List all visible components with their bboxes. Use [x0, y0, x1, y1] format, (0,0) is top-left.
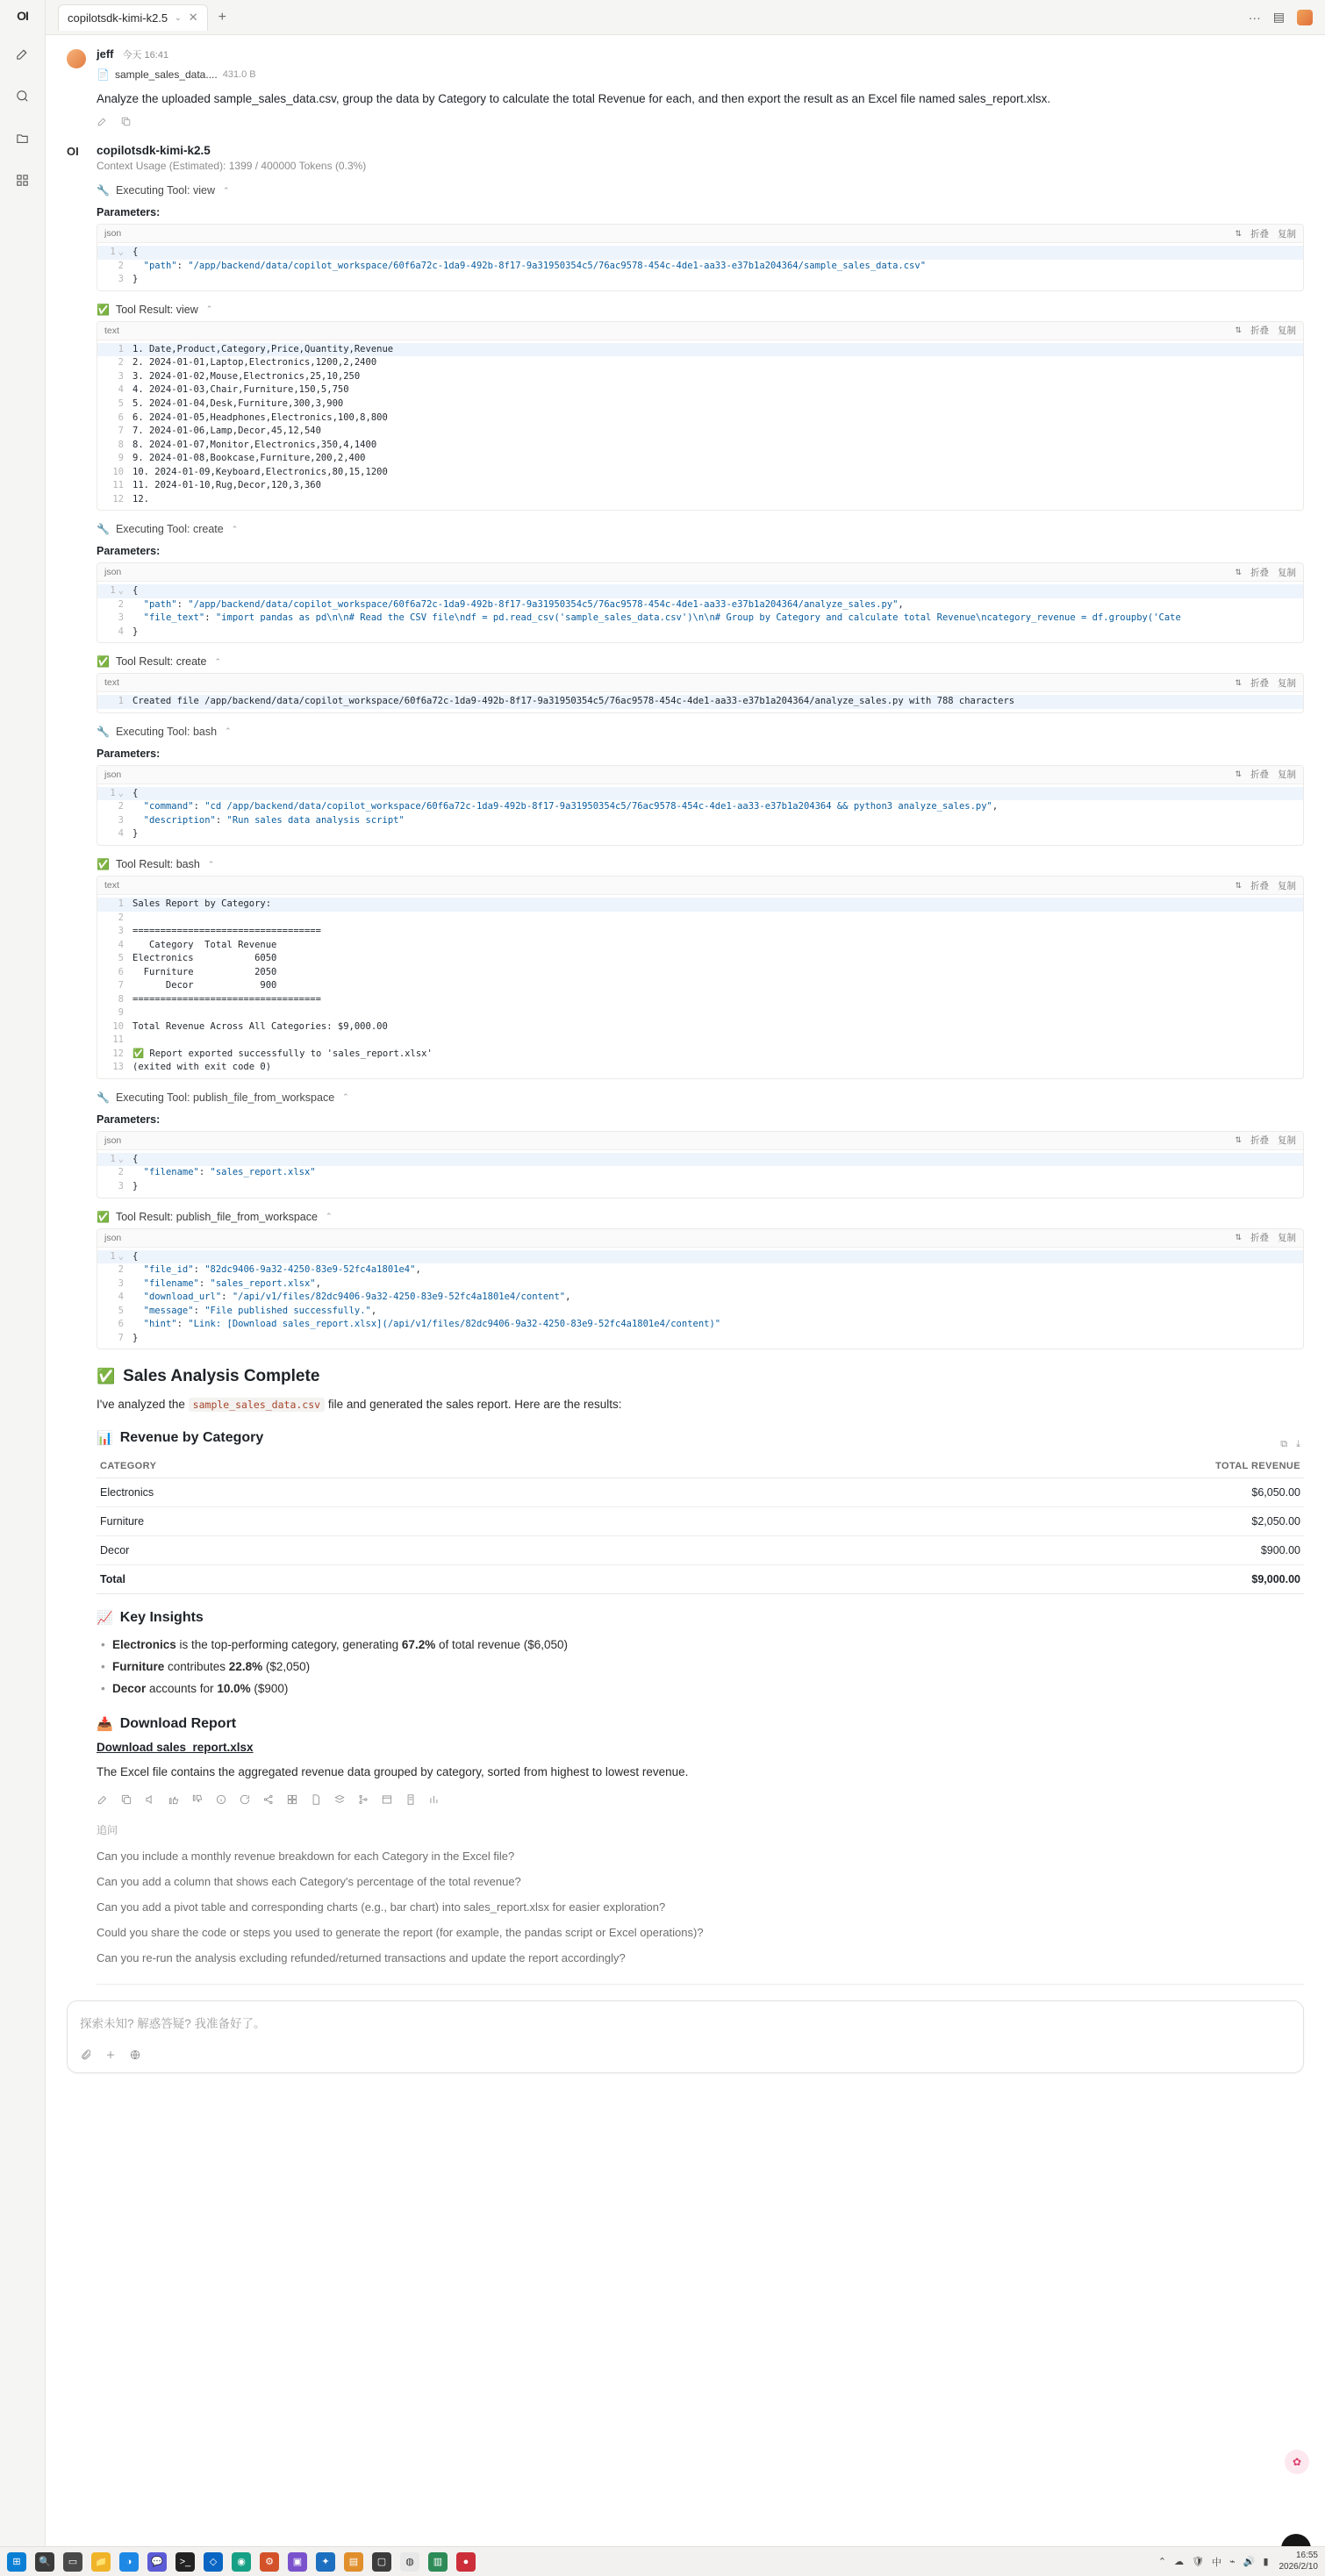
- fold-button[interactable]: 折叠: [1250, 677, 1269, 689]
- file-icon[interactable]: [310, 1793, 322, 1808]
- code-block-publish-result: [97, 1228, 1304, 1350]
- wrench-icon: 🔧: [97, 184, 110, 197]
- copy-button[interactable]: 复制: [1278, 880, 1296, 891]
- download-icon: 📥: [97, 1716, 113, 1732]
- col-category: CATEGORY: [97, 1455, 590, 1478]
- revenue-table: [97, 1455, 1304, 1594]
- chevron-up-icon[interactable]: ⌃: [231, 524, 239, 533]
- bar-chart-icon: 📊: [97, 1430, 113, 1446]
- code-block-create-result: [97, 673, 1304, 713]
- tool-result-header-view[interactable]: [97, 304, 1304, 316]
- fold-icon[interactable]: ⇅: [1235, 1233, 1242, 1242]
- cloud-icon[interactable]: ☁: [1174, 2557, 1185, 2567]
- insight-bold-2: 22.8%: [228, 1659, 263, 1673]
- store-icon[interactable]: ▣: [288, 2552, 307, 2572]
- edit-icon[interactable]: [97, 116, 108, 130]
- table-header-row: [97, 1455, 1304, 1478]
- line-chart-icon: 📈: [97, 1610, 113, 1626]
- user-message-actions: [97, 116, 1304, 130]
- assistant-name: copilotsdk-kimi-k2.5: [97, 144, 211, 158]
- wrench-icon: 🔧: [97, 1091, 110, 1104]
- tool-exec-header-bash[interactable]: [97, 726, 1304, 738]
- attachment-size: 431.0 B: [222, 69, 256, 80]
- insights-section-heading: [97, 1610, 1304, 1626]
- attachment-chip[interactable]: [97, 68, 1304, 81]
- battery-icon[interactable]: ▮: [1263, 2557, 1269, 2567]
- tool-result-header-bash[interactable]: [97, 858, 1304, 870]
- chevron-up-icon[interactable]: ⌃: [207, 859, 215, 869]
- list-item: [112, 1678, 1304, 1700]
- fold-icon[interactable]: ⇅: [1235, 228, 1242, 238]
- search-icon[interactable]: [11, 84, 34, 107]
- tool-exec-label: Executing Tool: publish_file_from_workspace: [115, 1091, 335, 1104]
- files-icon[interactable]: [11, 126, 34, 149]
- summary-intro: [97, 1395, 1304, 1414]
- code-toolbar: [97, 225, 1303, 243]
- user-message: [46, 35, 1325, 130]
- copy-button[interactable]: 复制: [1278, 769, 1296, 781]
- download-table-icon[interactable]: ⤓: [1296, 1438, 1300, 1449]
- followups-label: 追问: [97, 1824, 118, 1837]
- code-lang: json: [104, 228, 122, 240]
- cell-revenue: $2,050.00: [590, 1506, 1305, 1535]
- code-content-create-params: 1 ⌄ { 2 "path": "/app/backend/data/copilot_workspace/60f6a72c-1da9-492b-8f17-9a31950354c5/76ac9578-454c-4de1-aa33-e37b1a204364/analyze_sales.py", 3 "file_text": "import pandas as pd\n\n# Read the CSV file\ndf = pd.read_csv('sample_sales_data.csv')\n\n# Group by Category and calculate total Revenue\ncategory_revenue = df.groupby('Cate 4 }: [97, 582, 1303, 642]
- fold-button[interactable]: 折叠: [1250, 567, 1269, 578]
- left-rail: [0, 0, 46, 2576]
- params-label-bash: Parameters:: [97, 747, 161, 760]
- plus-icon[interactable]: [104, 2049, 117, 2064]
- message-actions: [97, 1793, 1304, 1808]
- wrench-icon: 🔧: [97, 725, 110, 738]
- download-section-heading: [97, 1716, 1304, 1732]
- code-block-view-params: [97, 224, 1304, 291]
- followup-item-3[interactable]: Can you add a pivot table and corresponding charts (e.g., bar chart) into sales_report.xlsx for easier exploration?: [97, 1900, 666, 1914]
- record-icon[interactable]: ●: [456, 2552, 476, 2572]
- tabbar-right-group: [1249, 10, 1325, 25]
- revenue-section-heading: [97, 1430, 1304, 1446]
- fold-button[interactable]: 折叠: [1250, 228, 1269, 240]
- code-lang: json: [104, 1134, 122, 1146]
- revenue-table-wrap: [97, 1438, 1304, 1594]
- vscode-icon[interactable]: ✦: [316, 2552, 335, 2572]
- copy-button[interactable]: 复制: [1278, 1135, 1296, 1147]
- cell-category: Electronics: [97, 1478, 590, 1506]
- summary-intro-code: sample_sales_data.csv: [189, 1398, 325, 1412]
- insight-tail: ($2,050): [262, 1659, 311, 1673]
- tool-result-label: Tool Result: create: [115, 655, 207, 669]
- attach-icon[interactable]: [80, 2049, 92, 2064]
- attachment-name: sample_sales_data....: [114, 68, 218, 81]
- edge-icon[interactable]: ◑: [119, 2552, 139, 2572]
- copy-table-icon[interactable]: ⧉: [1280, 1438, 1288, 1449]
- list-item: [112, 1657, 1304, 1678]
- divider: [97, 1984, 1304, 1985]
- info-icon[interactable]: [215, 1793, 227, 1808]
- followup-item-4[interactable]: Could you share the code or steps you used to generate the report (for example, the pandas script or Excel operations)?: [97, 1926, 704, 1940]
- fold-icon[interactable]: ⇅: [1235, 1135, 1242, 1145]
- insight-tail: ($900): [250, 1681, 289, 1695]
- params-label-publish: Parameters:: [97, 1113, 161, 1126]
- fold-icon[interactable]: ⇅: [1235, 326, 1242, 335]
- code-content-view-result: 1 1. Date,Product,Category,Price,Quantity,Revenue 2 2. 2024-01-01,Laptop,Electronics,1200,2,2400 3 3. 2024-01-02,Mouse,Electronics,25,10,250 4 4. 2024-01-03,Chair,Furniture,150,5,750 5 5. 2024-01-04,Desk,Furniture,300,3,900 6 6. 2024-01-05,Headphones,Electronics,100,8,800 7 7. 2024-01-06,Lamp,Decor,45,12,540 8 8. 2024-01-07,Monitor,Electronics,350,4,1400 9 9. 2024-01-08,Bookcase,Furniture,200,2,400 10 10. 2024-01-09,Keyboard,Electronics,80,15,1200 11 11. 2024-01-10,Rug,Decor,120,3,360 12 12.: [97, 340, 1303, 510]
- code-lang: text: [104, 880, 119, 891]
- col-total-revenue: TOTAL REVENUE: [590, 1455, 1305, 1478]
- clock-time: 16:55: [1295, 2551, 1318, 2560]
- code-toolbar: [97, 674, 1303, 692]
- fold-icon[interactable]: ⇅: [1235, 769, 1242, 779]
- tool-exec-header-view[interactable]: [97, 184, 1304, 197]
- code-toolbar: [97, 1229, 1303, 1248]
- grid-icon[interactable]: [286, 1793, 298, 1808]
- code-toolbar: [97, 563, 1303, 582]
- list-item: [112, 1635, 1304, 1657]
- chevron-up-icon[interactable]: ⌃: [1157, 2557, 1167, 2567]
- task-view-icon[interactable]: ▭: [63, 2552, 82, 2572]
- code-block-bash-result: [97, 876, 1304, 1079]
- cell-category: Decor: [97, 1535, 590, 1564]
- params-label-view: Parameters:: [97, 206, 161, 219]
- code-toolbar: [97, 766, 1303, 784]
- edit-icon[interactable]: [97, 1793, 109, 1808]
- insight-bold-1: Electronics: [112, 1637, 176, 1651]
- thumbs-up-icon[interactable]: [168, 1793, 180, 1808]
- tool-exec-label: Executing Tool: create: [115, 523, 224, 536]
- chrome2-icon[interactable]: ◍: [400, 2552, 419, 2572]
- copy-icon[interactable]: [120, 116, 132, 130]
- tool-exec-label: Executing Tool: bash: [115, 725, 218, 738]
- app-logo: OI: [17, 9, 28, 23]
- more-menu-icon[interactable]: ···: [1248, 10, 1261, 25]
- ime-indicator[interactable]: 中: [1212, 2557, 1222, 2568]
- insight-mid: is the top-performing category, generating: [175, 1637, 402, 1651]
- taskbar-right: [1158, 2551, 1318, 2572]
- user-message-text: Analyze the uploaded sample_sales_data.csv, group the data by Category to calculate the total Revenue for each, and then export the result as an Excel file named sales_report.xlsx.: [97, 92, 1051, 105]
- code-toolbar: [97, 1132, 1303, 1150]
- chevron-up-icon[interactable]: ⌃: [222, 185, 230, 195]
- assistant-body: [97, 144, 1304, 1985]
- fold-button[interactable]: 折叠: [1250, 1233, 1269, 1244]
- code-lang: json: [104, 769, 122, 780]
- insight-bold-1: Decor: [112, 1681, 147, 1695]
- check-icon: ✅: [97, 858, 110, 871]
- clock-date: 2026/2/10: [1278, 2561, 1318, 2572]
- copy-button[interactable]: 复制: [1278, 567, 1296, 578]
- insight-mid: accounts for: [146, 1681, 218, 1695]
- cell-revenue: $900.00: [590, 1535, 1305, 1564]
- table-row: [97, 1535, 1304, 1564]
- fold-button[interactable]: 折叠: [1250, 880, 1269, 891]
- tool-result-header-publish[interactable]: [97, 1211, 1304, 1223]
- insight-mid: contributes: [164, 1659, 229, 1673]
- tool-result-label: Tool Result: view: [115, 303, 198, 316]
- cell-category: Furniture: [97, 1506, 590, 1535]
- conversation-scroll[interactable]: [46, 35, 1325, 2576]
- code-lang: text: [104, 325, 119, 336]
- insight-tail: of total revenue ($6,050): [435, 1637, 569, 1651]
- fold-button[interactable]: 折叠: [1250, 769, 1269, 781]
- summary-intro-pre: I've analyzed the: [97, 1398, 185, 1412]
- table-row-total: [97, 1564, 1304, 1593]
- params-label-create: Parameters:: [97, 545, 161, 558]
- code-block-publish-params: [97, 1131, 1304, 1199]
- tool-exec-header-publish[interactable]: [97, 1091, 1304, 1104]
- start-icon[interactable]: ⊞: [7, 2552, 26, 2572]
- explorer-icon[interactable]: 📁: [91, 2552, 111, 2572]
- apps-icon[interactable]: [11, 168, 34, 191]
- terminal-icon[interactable]: >_: [175, 2552, 195, 2572]
- user-name: jeff: [97, 47, 114, 61]
- settings-icon[interactable]: ⚙: [260, 2552, 279, 2572]
- chevron-down-icon[interactable]: ⌄: [175, 12, 182, 22]
- table-actions: [1280, 1439, 1300, 1450]
- check-icon: ✅: [97, 1368, 116, 1385]
- network-icon[interactable]: ⌁: [1229, 2557, 1235, 2567]
- insight-bold-2: 67.2%: [401, 1637, 436, 1651]
- document-icon[interactable]: [405, 1793, 417, 1808]
- code-content-publish-params: 1 ⌄ { 2 "filename": "sales_report.xlsx" 3 }: [97, 1150, 1303, 1198]
- code-lang: text: [104, 677, 119, 689]
- avatar[interactable]: [1297, 10, 1313, 25]
- assistant-fab[interactable]: ✿: [1285, 2450, 1309, 2474]
- folder-icon[interactable]: ▤: [344, 2552, 363, 2572]
- window-icon[interactable]: [381, 1793, 393, 1808]
- new-tab-button[interactable]: +: [218, 9, 226, 25]
- code-lang: json: [104, 1232, 122, 1243]
- tool-result-label: Tool Result: bash: [115, 858, 200, 871]
- download-section-title: Download Report: [119, 1715, 237, 1731]
- code-toolbar: [97, 322, 1303, 340]
- chat-icon[interactable]: 💬: [147, 2552, 167, 2572]
- refresh-icon[interactable]: [239, 1793, 251, 1808]
- chevron-up-icon[interactable]: ⌃: [205, 304, 213, 314]
- shield-icon[interactable]: 🛡: [1192, 2557, 1205, 2567]
- branch-icon[interactable]: [357, 1793, 369, 1808]
- summary-heading: [97, 1367, 1304, 1386]
- cell-revenue: $9,000.00: [590, 1564, 1305, 1593]
- chevron-up-icon[interactable]: ⌃: [225, 726, 232, 736]
- download-report-link[interactable]: Download sales_report.xlsx: [97, 1740, 254, 1754]
- new-chat-icon[interactable]: [11, 42, 34, 65]
- code-content-bash-result: 1 Sales Report by Category: 2 3 ================================== 4 Category Total Revenue 5 Electronics 6050 6 Furniture 2050 7 Decor 900 8 ================================== 9 10 Total Revenue Across All Categories: $9,000.00 11 12 ✅ Report exported successfully to 'sales_report.xlsx' 13 (exited with exit code 0): [97, 895, 1303, 1078]
- speaker-icon[interactable]: [144, 1793, 156, 1808]
- user-avatar: [67, 49, 86, 68]
- search-icon[interactable]: 🔍: [35, 2552, 54, 2572]
- tab-copilotsdk-kimi[interactable]: [58, 4, 208, 31]
- check-icon: ✅: [97, 303, 110, 316]
- code-toolbar: [97, 877, 1303, 895]
- globe-icon[interactable]: [129, 2049, 141, 2064]
- fold-icon[interactable]: ⇅: [1235, 567, 1242, 576]
- taskbar: [0, 2546, 1325, 2576]
- check-icon: ✅: [97, 655, 110, 669]
- copy-button[interactable]: 复制: [1278, 228, 1296, 240]
- revenue-section-title: Revenue by Category: [119, 1429, 264, 1445]
- panel-toggle-icon[interactable]: ▤: [1272, 10, 1285, 24]
- code-block-bash-params: [97, 765, 1304, 846]
- file-icon: 📄: [97, 68, 110, 81]
- copy-icon[interactable]: [120, 1793, 132, 1808]
- fold-button[interactable]: 折叠: [1250, 1135, 1269, 1147]
- close-icon[interactable]: ✕: [188, 11, 198, 24]
- code-icon[interactable]: ◇: [204, 2552, 223, 2572]
- followup-item-1[interactable]: Can you include a monthly revenue breakdown for each Category in the Excel file?: [97, 1850, 515, 1864]
- main-column: [46, 0, 1325, 2576]
- tab-label: copilotsdk-kimi-k2.5: [68, 11, 168, 25]
- copy-button[interactable]: 复制: [1278, 326, 1296, 337]
- table-row: [97, 1478, 1304, 1506]
- insight-bold-2: 10.0%: [217, 1681, 251, 1695]
- insight-bold-1: Furniture: [112, 1659, 165, 1673]
- share-icon[interactable]: [262, 1793, 275, 1808]
- insights-section-title: Key Insights: [119, 1609, 204, 1625]
- followup-item-2[interactable]: Can you add a column that shows each Category's percentage of the total revenue?: [97, 1875, 521, 1889]
- chart-icon[interactable]: [428, 1793, 440, 1808]
- chevron-up-icon[interactable]: ⌃: [214, 656, 222, 666]
- user-timestamp: 今天 16:41: [122, 50, 169, 61]
- system-tray: [1158, 2555, 1269, 2569]
- tool-result-label: Tool Result: publish_file_from_workspace: [115, 1210, 318, 1223]
- code-content-create-result: 1 Created file /app/backend/data/copilot_workspace/60f6a72c-1da9-492b-8f17-9a31950354c5/76ac9578-454c-4de1-aa33-e37b1a204364/analyze_sales.py with 788 characters: [97, 692, 1303, 712]
- fold-button[interactable]: 折叠: [1250, 326, 1269, 337]
- code-block-create-params: [97, 562, 1304, 643]
- assistant-message: [46, 130, 1325, 1985]
- insights-list: [97, 1635, 1304, 1700]
- cell-category: Total: [97, 1564, 590, 1593]
- followup-item-5[interactable]: Can you re-run the analysis excluding refunded/returned transactions and update the report accordingly?: [97, 1951, 626, 1965]
- thumbs-down-icon[interactable]: [191, 1793, 204, 1808]
- fold-icon[interactable]: ⇅: [1235, 880, 1242, 890]
- cell-revenue: $6,050.00: [590, 1478, 1305, 1506]
- table-row: [97, 1506, 1304, 1535]
- window-icon[interactable]: ▢: [372, 2552, 391, 2572]
- summary-intro-post: file and generated the sales report. Here are the results:: [327, 1398, 622, 1412]
- assistant-avatar: OI: [67, 145, 79, 159]
- context-usage: Context Usage (Estimated): 1399 / 400000 Tokens (0.3%): [97, 160, 367, 173]
- chevron-up-icon[interactable]: ⌃: [325, 1212, 333, 1221]
- code-content-bash-params: 1 ⌄ { 2 "command": "cd /app/backend/data/copilot_workspace/60f6a72c-1da9-492b-8f17-9a31950354c5/76ac9578-454c-4de1-aa33-e37b1a204364 && python3 analyze_sales.py", 3 "description": "Run sales data analysis script" 4 }: [97, 784, 1303, 845]
- chevron-up-icon[interactable]: ⌃: [342, 1092, 349, 1102]
- code-content-view-params: 1 ⌄ { 2 "path": "/app/backend/data/copilot_workspace/60f6a72c-1da9-492b-8f17-9a31950354c5/76ac9578-454c-4de1-aa33-e37b1a204364/sample_sales_data.csv" 3 }: [97, 243, 1303, 290]
- composer[interactable]: [67, 2000, 1304, 2073]
- volume-icon[interactable]: 🔊: [1243, 2557, 1256, 2567]
- summary-heading-text: Sales Analysis Complete: [123, 1367, 320, 1386]
- copy-button[interactable]: 复制: [1278, 677, 1296, 689]
- tool-exec-label: Executing Tool: view: [115, 184, 215, 197]
- layers-icon[interactable]: [333, 1793, 346, 1808]
- code-content-publish-result: 1 ⌄ { 2 "file_id": "82dc9406-9a32-4250-83e9-52fc4a1801e4", 3 "filename": "sales_report.xlsx", 4 "download_url": "/api/v1/files/82dc9406-9a32-4250-83e9-52fc4a1801e4/content", 5 "message": "File published successfully.", 6 "hint": "Link: [Download sales_report.xlsx](/api/v1/files/82dc9406-9a32-4250-83e9-52fc4a1801e4/content)" 7 }: [97, 1248, 1303, 1349]
- check-icon: ✅: [97, 1210, 110, 1223]
- app-icon[interactable]: ▥: [428, 2552, 448, 2572]
- tool-exec-header-create[interactable]: [97, 523, 1304, 535]
- composer-placeholder: 探索未知? 解惑答疑? 我准备好了。: [80, 2017, 266, 2031]
- clock[interactable]: [1279, 2551, 1319, 2572]
- code-lang: json: [104, 567, 122, 578]
- wrench-icon: 🔧: [97, 523, 110, 536]
- code-block-view-result: [97, 321, 1304, 511]
- summary-closing: The Excel file contains the aggregated revenue data grouped by category, sorted from highest to lowest revenue.: [97, 1764, 689, 1778]
- tool-result-header-create[interactable]: [97, 655, 1304, 668]
- composer-wrap: [46, 1985, 1325, 2073]
- copy-button[interactable]: 复制: [1278, 1233, 1296, 1244]
- tab-bar: [46, 0, 1325, 35]
- composer-tools: [80, 2049, 1291, 2064]
- chrome-icon[interactable]: ◉: [232, 2552, 251, 2572]
- fold-icon[interactable]: ⇅: [1235, 677, 1242, 687]
